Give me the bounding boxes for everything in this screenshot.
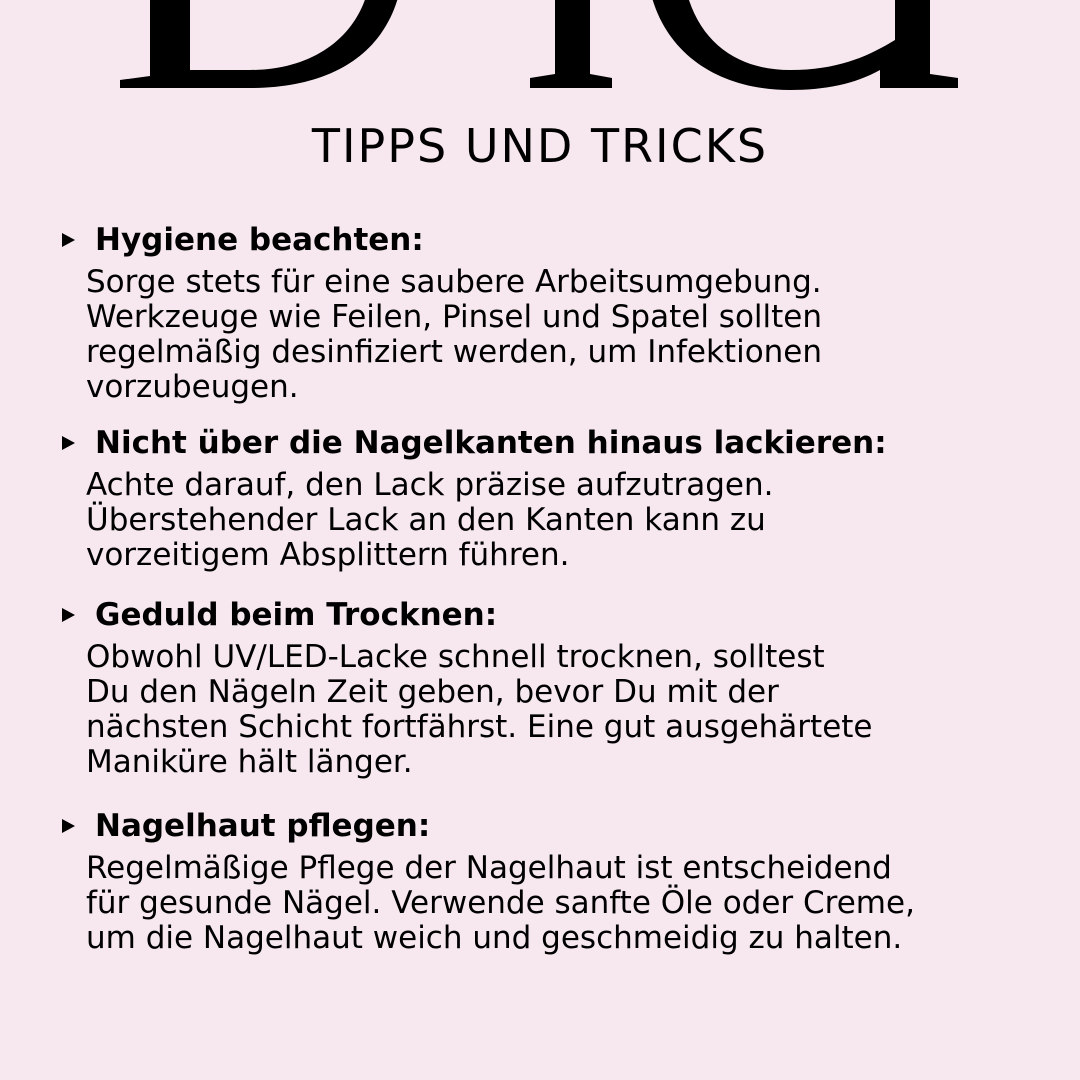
tip-title-row (62, 805, 1032, 847)
tip-line: Du den Nägeln Zeit geben, bevor Du mit der (86, 674, 779, 710)
tip-title-row (62, 594, 1032, 636)
tip-line: Überstehender Lack an den Kanten kann zu (86, 502, 766, 538)
tip-body (62, 640, 1032, 780)
tip-body (62, 851, 1032, 956)
triangle-right-icon (62, 233, 75, 247)
tip-line: regelmäßig desinfiziert werden, um Infektionen (86, 334, 823, 370)
tip-line: nächsten Schicht fortfährst. Eine gut ausgehärtete (86, 709, 873, 745)
tip-line: Achte darauf, den Lack präzise aufzutragen. (86, 467, 774, 503)
tip-title: Nagelhaut pflegen: (95, 808, 431, 844)
tip-line: Sorge stets für eine saubere Arbeitsumgebung. (86, 264, 822, 300)
tip-line: Werkzeuge wie Feilen, Pinsel und Spatel sollten (86, 299, 823, 335)
tip-title: Hygiene beachten: (95, 222, 424, 258)
tip-title: Geduld beim Trocknen: (95, 597, 498, 633)
tip-line: vorzeitigem Absplittern führen. (86, 537, 570, 573)
tip-line: Obwohl UV/LED-Lacke schnell trocknen, solltest (86, 639, 825, 675)
tip-line: Regelmäßige Pflege der Nagelhaut ist entscheidend (86, 850, 892, 886)
triangle-right-icon (62, 819, 75, 833)
tip-line: um die Nagelhaut weich und geschmeidig zu halten. (86, 920, 903, 956)
tip-line: vorzubeugen. (86, 369, 299, 405)
tip-drying-patience (62, 594, 1032, 780)
triangle-right-icon (62, 436, 75, 450)
tip-line: für gesunde Nägel. Verwende sanfte Öle oder Creme, (86, 885, 915, 921)
page-title: TIPPS UND TRICKS (311, 119, 769, 173)
tip-body (62, 468, 1032, 573)
tip-title-row (62, 219, 1032, 261)
tip-body (62, 265, 1032, 405)
tip-nail-edges (62, 422, 1032, 573)
triangle-right-icon (62, 608, 75, 622)
tip-cuticle-care (62, 805, 1032, 956)
brand-logo-icon (0, 0, 1080, 100)
tip-line: Maniküre hält länger. (86, 744, 413, 780)
tip-title-row (62, 422, 1032, 464)
tip-title: Nicht über die Nagelkanten hinaus lackieren: (95, 425, 887, 461)
tip-hygiene (62, 219, 1032, 405)
